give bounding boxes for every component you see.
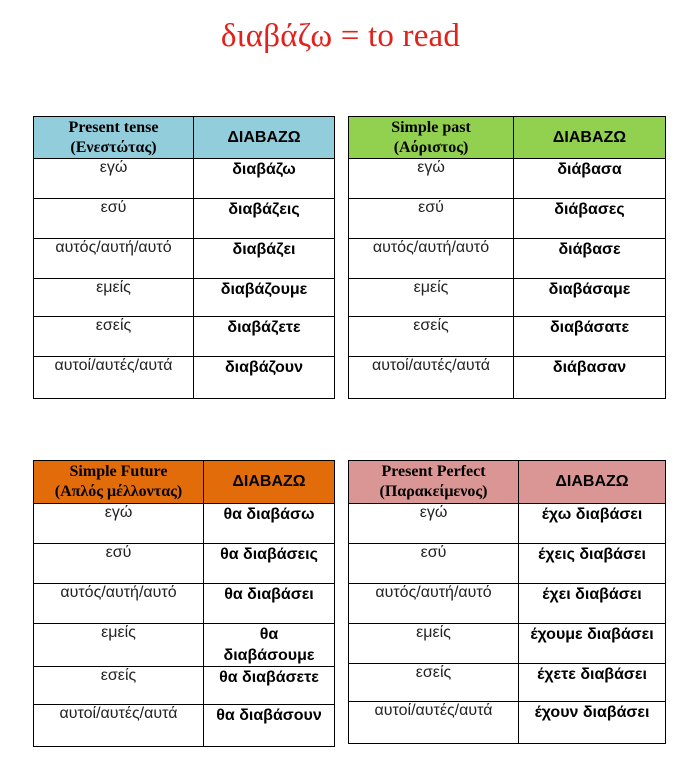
pronoun-cell: εσείς	[34, 317, 194, 357]
verb-form-cell: διαβάζει	[194, 239, 335, 279]
verb-form-cell: θα διαβάσει	[204, 584, 335, 624]
verb-form-cell: έχεις διαβάσει	[519, 544, 666, 584]
verb-form-cell: θα διαβάσω	[204, 504, 335, 544]
verb-header	[519, 461, 666, 504]
tense-name: Simple Future	[69, 463, 168, 480]
verb-form-cell: διαβάζετε	[194, 317, 335, 357]
table-row	[349, 357, 666, 399]
table-row	[349, 544, 666, 584]
verb-label: ΔΙΑΒΑΖΩ	[227, 128, 301, 146]
verb-form-cell: διαβάζουν	[194, 357, 335, 399]
present-perfect-table	[348, 460, 666, 744]
table-row	[34, 544, 335, 584]
table-row	[349, 199, 666, 239]
pronoun-cell: εγώ	[34, 504, 204, 544]
verb-form-cell: διαβάζω	[194, 159, 335, 199]
pronoun-cell: εμείς	[349, 624, 519, 664]
pronoun-cell: εσύ	[349, 544, 519, 584]
table-row	[34, 357, 335, 399]
pronoun-cell: εγώ	[34, 159, 194, 199]
verb-header	[514, 117, 666, 159]
tense-header	[34, 117, 194, 159]
tense-name: Present Perfect	[381, 463, 486, 480]
verb-form-cell: έχω διαβάσει	[519, 504, 666, 544]
verb-form-cell: διαβάζεις	[194, 199, 335, 239]
verb-form-cell: θα διαβάσουμε	[204, 624, 335, 667]
tense-header	[349, 117, 514, 159]
verb-form-cell: έχετε διαβάσει	[519, 664, 666, 702]
table-row	[349, 239, 666, 279]
pronoun-cell: εσείς	[349, 664, 519, 702]
verb-form-cell: έχουμε διαβάσει	[519, 624, 666, 664]
table-row	[349, 624, 666, 664]
table-row	[34, 317, 335, 357]
table-row	[34, 705, 335, 747]
table-row	[349, 702, 666, 744]
pronoun-cell: αυτοί/αυτές/αυτά	[34, 357, 194, 399]
tense-header	[349, 461, 519, 504]
verb-form-cell: διάβασες	[514, 199, 666, 239]
pronoun-cell: εμείς	[34, 624, 204, 667]
pronoun-cell: εσείς	[34, 667, 204, 705]
tense-greek-name: (Αόριστος)	[393, 138, 469, 156]
pronoun-cell: αυτός/αυτή/αυτό	[349, 584, 519, 624]
table-row	[349, 664, 666, 702]
verb-label: ΔΙΑΒΑΖΩ	[552, 128, 627, 146]
verb-form-cell: διάβασαν	[514, 357, 666, 399]
pronoun-cell: αυτός/αυτή/αυτό	[349, 239, 514, 279]
simple-past-table	[348, 116, 666, 399]
table-row	[34, 199, 335, 239]
pronoun-cell: εμείς	[34, 279, 194, 317]
verb-form-cell: θα διαβάσεις	[204, 544, 335, 584]
tense-greek-name: (Απλός μέλλοντας)	[54, 483, 183, 500]
verb-form-cell: διάβασα	[514, 159, 666, 199]
verb-label: ΔΙΑΒΑΖΩ	[555, 473, 629, 490]
table-row	[34, 584, 335, 624]
page-title: διαβάζω = to read	[220, 18, 461, 54]
pronoun-cell: εμείς	[349, 279, 514, 317]
verb-form-cell: διάβασε	[514, 239, 666, 279]
pronoun-cell: εσύ	[34, 199, 194, 239]
pronoun-cell: αυτός/αυτή/αυτό	[34, 584, 204, 624]
verb-label: ΔΙΑΒΑΖΩ	[232, 473, 306, 490]
table-row	[34, 279, 335, 317]
verb-form-cell: θα διαβάσουν	[204, 705, 335, 747]
table-row	[34, 624, 335, 667]
pronoun-cell: εσύ	[349, 199, 514, 239]
tense-name: Present tense	[68, 118, 159, 136]
table-row	[34, 159, 335, 199]
verb-form-cell: έχουν διαβάσει	[519, 702, 666, 744]
table-row	[349, 317, 666, 357]
table-row	[349, 504, 666, 544]
verb-header	[194, 117, 335, 159]
verb-form-cell: διαβάζουμε	[194, 279, 335, 317]
verb-form-cell: διαβάσατε	[514, 317, 666, 357]
table-row	[34, 667, 335, 705]
pronoun-cell: εγώ	[349, 504, 519, 544]
table-row	[349, 159, 666, 199]
pronoun-cell: αυτοί/αυτές/αυτά	[349, 702, 519, 744]
tense-greek-name: (Παρακείμενος)	[379, 483, 488, 500]
pronoun-cell: εσύ	[34, 544, 204, 584]
pronoun-cell: αυτοί/αυτές/αυτά	[34, 705, 204, 747]
tense-greek-name: (Ενεστώτας)	[70, 138, 157, 156]
pronoun-cell: αυτός/αυτή/αυτό	[34, 239, 194, 279]
pronoun-cell: αυτοί/αυτές/αυτά	[349, 357, 514, 399]
present-tense-table	[33, 116, 335, 399]
table-row	[349, 279, 666, 317]
table-row	[349, 584, 666, 624]
verb-form-cell: διαβάσαμε	[514, 279, 666, 317]
verb-form-cell: θα διαβάσετε	[204, 667, 335, 705]
tense-name: Simple past	[391, 118, 471, 136]
verb-header	[204, 461, 335, 504]
tense-header	[34, 461, 204, 504]
verb-form-cell: έχει διαβάσει	[519, 584, 666, 624]
simple-future-table	[33, 460, 335, 747]
pronoun-cell: εσείς	[349, 317, 514, 357]
table-row	[34, 239, 335, 279]
pronoun-cell: εγώ	[349, 159, 514, 199]
table-row	[34, 504, 335, 544]
